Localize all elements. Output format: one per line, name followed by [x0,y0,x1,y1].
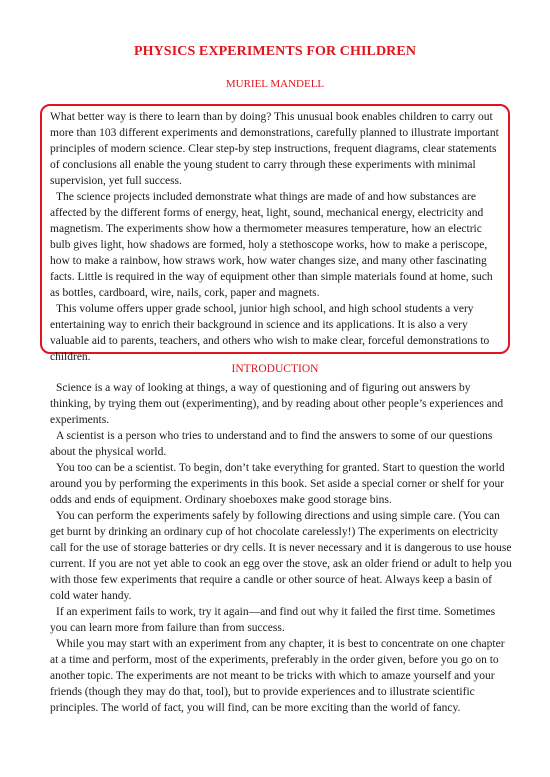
introduction-paragraph: You can perform the experiments safely by following directions and using simple care. (You can get burnt by drinking an ordinary cup of hot chocolate carelessly!) The experiments on electricity call for the use of storage batteries or dry cells. It is never necessary and it is dangerous to use house current. If you are not yet able to cook an egg over the stove, ask an older friend or adult to help you with those few experiments that require a candle or other source of heat. Always keep a basin of cold water handy. [50,510,512,602]
introduction-paragraph: If an experiment fails to work, try it again—and find out why it failed the first time. Sometimes you can learn more from failure than from success. [50,606,496,634]
introduction-paragraph: A scientist is a person who tries to understand and to find the answers to some of our questions about the physical world. [50,430,493,458]
book-author: MURIEL MANDELL [225,78,325,90]
book-title: PHYSICS EXPERIMENTS FOR CHILDREN [133,44,417,59]
introduction-body [50,380,512,716]
introduction-heading: INTRODUCTION [231,363,319,375]
introduction-paragraph: While you may start with an experiment from any chapter, it is best to concentrate on one chapter at a time and perform, most of the experiments, preferably in the order given, before you go on to another topic. The experiments are not meant to be tricks with which to amaze yourself and your friends (though they may do that, tool), but to provide experiences and to illustrate scientific principles. The world of fact, you will find, can be more exciting than the world of fancy. [50,638,505,714]
introduction-paragraph: Science is a way of looking at things, a way of questioning and of figuring out answers by thinking, by trying them out (experimenting), and by reading about other people’s experiences and experiments. [50,382,504,426]
description-paragraph: The science projects included demonstrate what things are made of and how substances are affected by the different forms of energy, heat, light, sound, mechanical energy, electricity and magnetism. The experiments show how a thermometer measures temperature, how an electric bulb gives light, how shadows are formed, holy a stethoscope works, how to make a periscope, how to make a rainbow, how straws work, how water changes size, and many other fascinating facts. Little is required in the way of equipment other than simple materials found at home, such as bottles, cardboard, wire, nails, cork, paper and magnets. [50,191,493,299]
introduction-paragraph: You too can be a scientist. To begin, don’t take everything for granted. Start to question the world around you by performing the experiments in this book. Set aside a special corner or shelf for your odds and ends of equipment. Ordinary shoeboxes make good storage bins. [50,462,505,506]
description-paragraph: What better way is there to learn than by doing? This unusual book enables children to carry out more than 103 different experiments and demonstrations, carefully planned to illustrate important principles of modern science. Clear step-by step instructions, frequent diagrams, clear statements of conclusions all enable the young student to carry through these experiments with minimal supervision, yet full success. [50,111,499,187]
description-box [40,104,510,363]
description-paragraph: This volume offers upper grade school, junior high school, and high school students a very entertaining way to enrich their background in science and its applications. It is also a very valuable aid to parents, teachers, and others who wish to make clear, forceful demonstrations to children. [50,303,490,363]
